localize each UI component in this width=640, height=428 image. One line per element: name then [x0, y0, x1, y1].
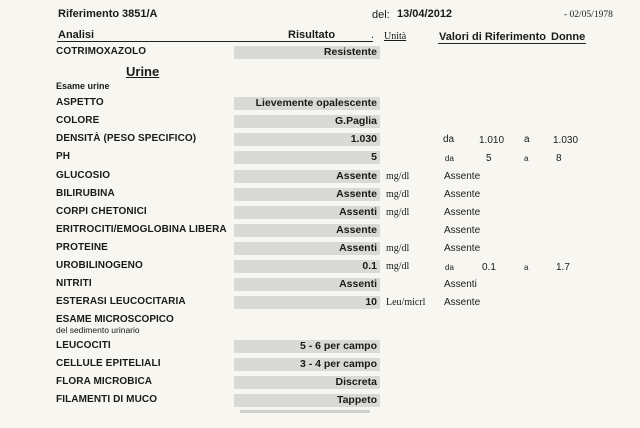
- test-label: COLORE: [56, 115, 100, 126]
- section-title-urine: Urine: [126, 64, 160, 79]
- ref-da: da: [445, 263, 454, 272]
- col-valori: Valori di Riferimento: [439, 31, 546, 43]
- microscopico-result: 3 - 4 per campo: [234, 358, 380, 371]
- col-dot: .: [371, 29, 375, 41]
- test-unit: mg/dl: [386, 171, 410, 182]
- cotrimoxazolo-label: COTRIMOXAZOLO: [56, 46, 147, 57]
- col-donne: Donne: [551, 31, 586, 43]
- test-result: Assente: [234, 170, 380, 183]
- test-result: G.Paglia: [234, 115, 380, 128]
- test-reference: Assente: [444, 207, 481, 218]
- scan-artifact: [240, 410, 370, 413]
- test-result: Assente: [234, 224, 380, 237]
- test-result: 5: [234, 151, 380, 164]
- ref-high: 8: [556, 153, 562, 164]
- test-result: 10: [234, 296, 380, 309]
- test-reference: Assente: [444, 243, 481, 254]
- microscopico-label: CELLULE EPITELIALI: [56, 358, 161, 369]
- microscopico-label: LEUCOCITI: [56, 340, 111, 351]
- test-result: Assenti: [234, 278, 380, 291]
- birth-date: - 02/05/1978: [564, 10, 613, 20]
- test-label: PROTEINE: [56, 242, 108, 253]
- microscopico-label: FLORA MICROBICA: [56, 376, 153, 387]
- col-unita: Unità: [384, 31, 407, 42]
- test-label: BILIRUBINA: [56, 188, 115, 199]
- test-reference: Assente: [444, 297, 481, 308]
- test-unit: mg/dl: [386, 243, 410, 254]
- test-reference: Assenti: [444, 279, 477, 290]
- test-reference: Assente: [444, 225, 481, 236]
- ref-low: 5: [486, 153, 492, 164]
- ref-da: da: [443, 134, 455, 145]
- test-label: ESTERASI LEUCOCITARIA: [56, 296, 186, 307]
- riferimento-value: 3851/A: [122, 8, 158, 20]
- test-label: ASPETTO: [56, 97, 104, 108]
- ref-a: a: [524, 134, 530, 145]
- test-unit: mg/dl: [386, 189, 410, 200]
- microscopico-result: Tappeto: [234, 394, 380, 407]
- test-label: UROBILINOGENO: [56, 260, 143, 271]
- test-result: 1.030: [234, 133, 380, 146]
- test-result: Assente: [234, 188, 380, 201]
- test-label: GLUCOSIO: [56, 170, 111, 181]
- test-label: CORPI CHETONICI: [56, 206, 147, 217]
- microscopico-result: 5 - 6 per campo: [234, 340, 380, 353]
- ref-high: 1.7: [556, 262, 570, 273]
- microscopico-result: Discreta: [234, 376, 380, 389]
- test-label: PH: [56, 151, 71, 162]
- test-unit: Leu/micrl: [386, 297, 426, 308]
- test-label: NITRITI: [56, 278, 92, 289]
- ref-low: 0.1: [482, 262, 496, 273]
- esame-urine-heading: Esame urine: [56, 81, 110, 91]
- test-result: Assenti: [234, 242, 380, 255]
- microscopico-label: FILAMENTI DI MUCO: [56, 394, 158, 405]
- test-reference: Assente: [444, 189, 481, 200]
- test-unit: mg/dl: [386, 261, 410, 272]
- test-label: ERITROCITI/EMOGLOBINA LIBERA: [56, 224, 227, 235]
- ref-a: a: [524, 263, 529, 272]
- riferimento-label: Riferimento: [58, 8, 120, 20]
- ref-high: 1.030: [553, 135, 579, 146]
- test-result: Assenti: [234, 206, 380, 219]
- microscopico-title: ESAME MICROSCOPICO: [56, 314, 174, 325]
- ref-a: a: [524, 154, 529, 163]
- date-value: 13/04/2012: [397, 8, 453, 20]
- test-label: DENSITÀ (PESO SPECIFICO): [56, 133, 197, 144]
- test-result: Lievemente opalescente: [234, 97, 380, 110]
- microscopico-subtitle: del sedimento urinario: [56, 325, 140, 335]
- date-label: del:: [372, 9, 390, 21]
- test-unit: mg/dl: [386, 207, 410, 218]
- header-rule-right: [438, 43, 586, 44]
- col-analisi: Analisi: [58, 29, 95, 41]
- test-result: 0.1: [234, 260, 380, 273]
- test-reference: Assente: [444, 171, 481, 182]
- ref-low: 1.010: [479, 135, 505, 146]
- header-rule-left: [57, 41, 373, 42]
- col-risultato: Risultato: [288, 29, 336, 41]
- ref-da: da: [445, 154, 454, 163]
- cotrimoxazolo-result: Resistente: [234, 46, 380, 59]
